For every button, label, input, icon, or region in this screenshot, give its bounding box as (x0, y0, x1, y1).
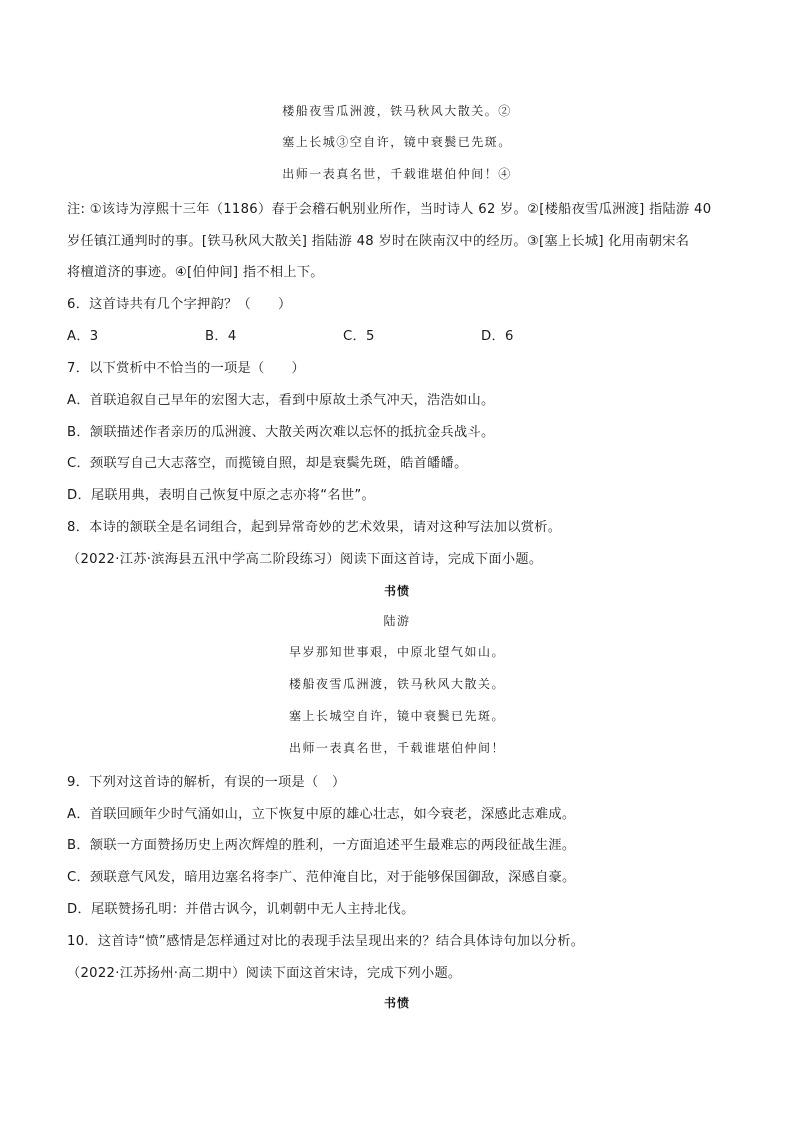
poem-line: 早岁那知世事艰，中原北望气如山。 (288, 645, 505, 659)
poem-line: 楼船夜雪瓜洲渡，铁马秋风大散关。② (282, 104, 512, 118)
poem-line: 出师一表真名世，千载谁堪伯仲间！④ (282, 167, 512, 181)
source-intro: （2022·江苏·滨海县五汛中学高二阶段练习）阅读下面这首诗，完成下面小题。 (67, 552, 543, 567)
poem-title: 书愤 (383, 584, 410, 598)
question-10-stem: 10．这首诗“愤”感情是怎样通过对比的表现手法呈现出来的？结合具体诗句加以分析。 (67, 934, 585, 949)
question-9-stem: 9．下列对这首诗的解析，有误的一项是（ ） (67, 775, 346, 790)
poem-line: 塞上长城③空自许，镜中衰鬓已先斑。 (282, 135, 512, 149)
option-a[interactable]: A．首联回顾年少时气涌如山，立下恢复中原的雄心壮志，如今衰老，深感此志难成。 (67, 807, 576, 822)
question-8-stem: 8．本诗的颔联全是名词组合，起到异常奇妙的艺术效果，请对这种写法加以赏析。 (67, 520, 562, 535)
source-intro: （2022·江苏扬州·高二期中）阅读下面这首宋诗，完成下列小题。 (67, 966, 462, 981)
option-d[interactable]: D．尾联赞扬孔明：并借古讽今，讥刺朝中无人主持北伐。 (67, 902, 415, 917)
poem-line: 出师一表真名世，千载谁堪伯仲间！ (288, 741, 505, 755)
annotation-note: 注: ①该诗为淳熙十三年（1186）春于会稽石帆别业所作，当时诗人 62 岁。②[楼船夜雪瓜洲渡] 指陆游 40 (67, 202, 712, 217)
option-d[interactable]: D．6 (481, 329, 514, 344)
option-a[interactable]: A．首联追叙自己早年的宏图大志，看到中原故土杀气冲天，浩浩如山。 (67, 393, 495, 408)
poem-line: 楼船夜雪瓜洲渡，铁马秋风大散关。 (288, 677, 505, 691)
option-b[interactable]: B．颔联一方面赞扬历史上两次辉煌的胜利，一方面追述平生最难忘的两段征战生涯。 (67, 838, 576, 853)
option-c[interactable]: C．5 (343, 329, 375, 344)
option-c[interactable]: C．颈联意气风发，暗用边塞名将李广、范仲淹自比，对于能够保国御敌，深感自豪。 (67, 870, 576, 885)
question-7-stem: 7．以下赏析中不恰当的一项是（ ） (67, 361, 305, 376)
annotation-note: 岁任镇江通判时的事。[铁马秋风大散关] 指陆游 48 岁时在陕南汉中的经历。③[塞上长城] 化用南朝宋名 (67, 234, 690, 249)
option-b[interactable]: B．4 (205, 329, 237, 344)
poem-author: 陆游 (383, 614, 411, 628)
annotation-note: 将檀道济的事迹。④[伯仲间] 指不相上下。 (67, 265, 324, 280)
option-a[interactable]: A．3 (67, 329, 99, 344)
question-6-stem: 6．这首诗共有几个字押韵？（ ） (67, 297, 292, 312)
poem-line: 塞上长城空自许，镜中衰鬓已先斑。 (288, 709, 505, 723)
option-d[interactable]: D．尾联用典，表明自己恢复中原之志亦将“名世”。 (67, 488, 375, 503)
poem-title: 书愤 (383, 996, 410, 1010)
option-b[interactable]: B．颔联描述作者亲历的瓜洲渡、大散关两次难以忘怀的抵抗金兵战斗。 (67, 425, 495, 440)
option-c[interactable]: C．颈联写自己大志落空，而揽镜自照，却是衰鬓先斑，皓首皤皤。 (67, 456, 468, 471)
question-6-options (67, 325, 619, 344)
